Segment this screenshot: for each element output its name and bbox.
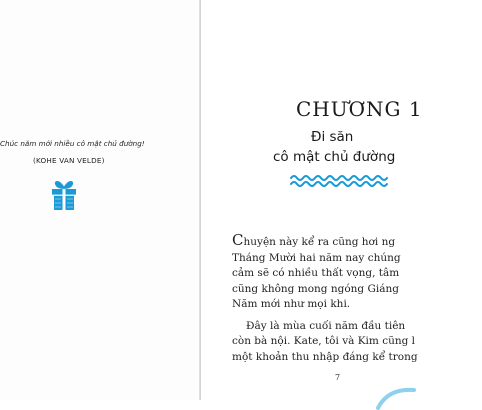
corner-ornament xyxy=(376,380,416,410)
text-line-content: huyện này kể ra cũng hơi ng xyxy=(243,236,396,248)
text-line: cảm sẽ có nhiều thất vọng, tâm xyxy=(232,267,400,279)
text-line: Năm mới như mọi khi. xyxy=(232,298,351,310)
chapter-number: CHƯƠNG 1 xyxy=(296,97,423,121)
right-page xyxy=(201,0,423,400)
wave-ornament xyxy=(289,172,399,190)
first-letter: C xyxy=(232,231,244,249)
text-line: Đây là mùa cuối năm đầu tiên xyxy=(246,319,406,332)
dedication-author: (KOHE VAN VELDE) xyxy=(33,156,105,165)
left-page xyxy=(0,0,200,400)
text-line: còn bà nội. Kate, tôi và Kim cũng l xyxy=(232,335,416,347)
paragraph-2 xyxy=(232,319,482,366)
text-line: cũng không mong ngóng Giáng xyxy=(232,282,399,295)
text-line xyxy=(232,233,482,251)
page-number: 7 xyxy=(335,373,341,382)
chapter-title-line1: Đi săn xyxy=(311,129,354,145)
paragraph-1 xyxy=(232,233,482,313)
dedication-text: Chúc năm mới nhiều cô mật chủ đường! xyxy=(0,139,145,148)
gift-icon xyxy=(49,176,79,212)
chapter-body xyxy=(232,233,482,365)
text-line: Tháng Mười hai năm nay chúng xyxy=(232,251,401,264)
text-line: một khoản thu nhập đáng kể trong xyxy=(232,350,418,363)
chapter-title-line2: cô mật chủ đường xyxy=(273,149,396,165)
